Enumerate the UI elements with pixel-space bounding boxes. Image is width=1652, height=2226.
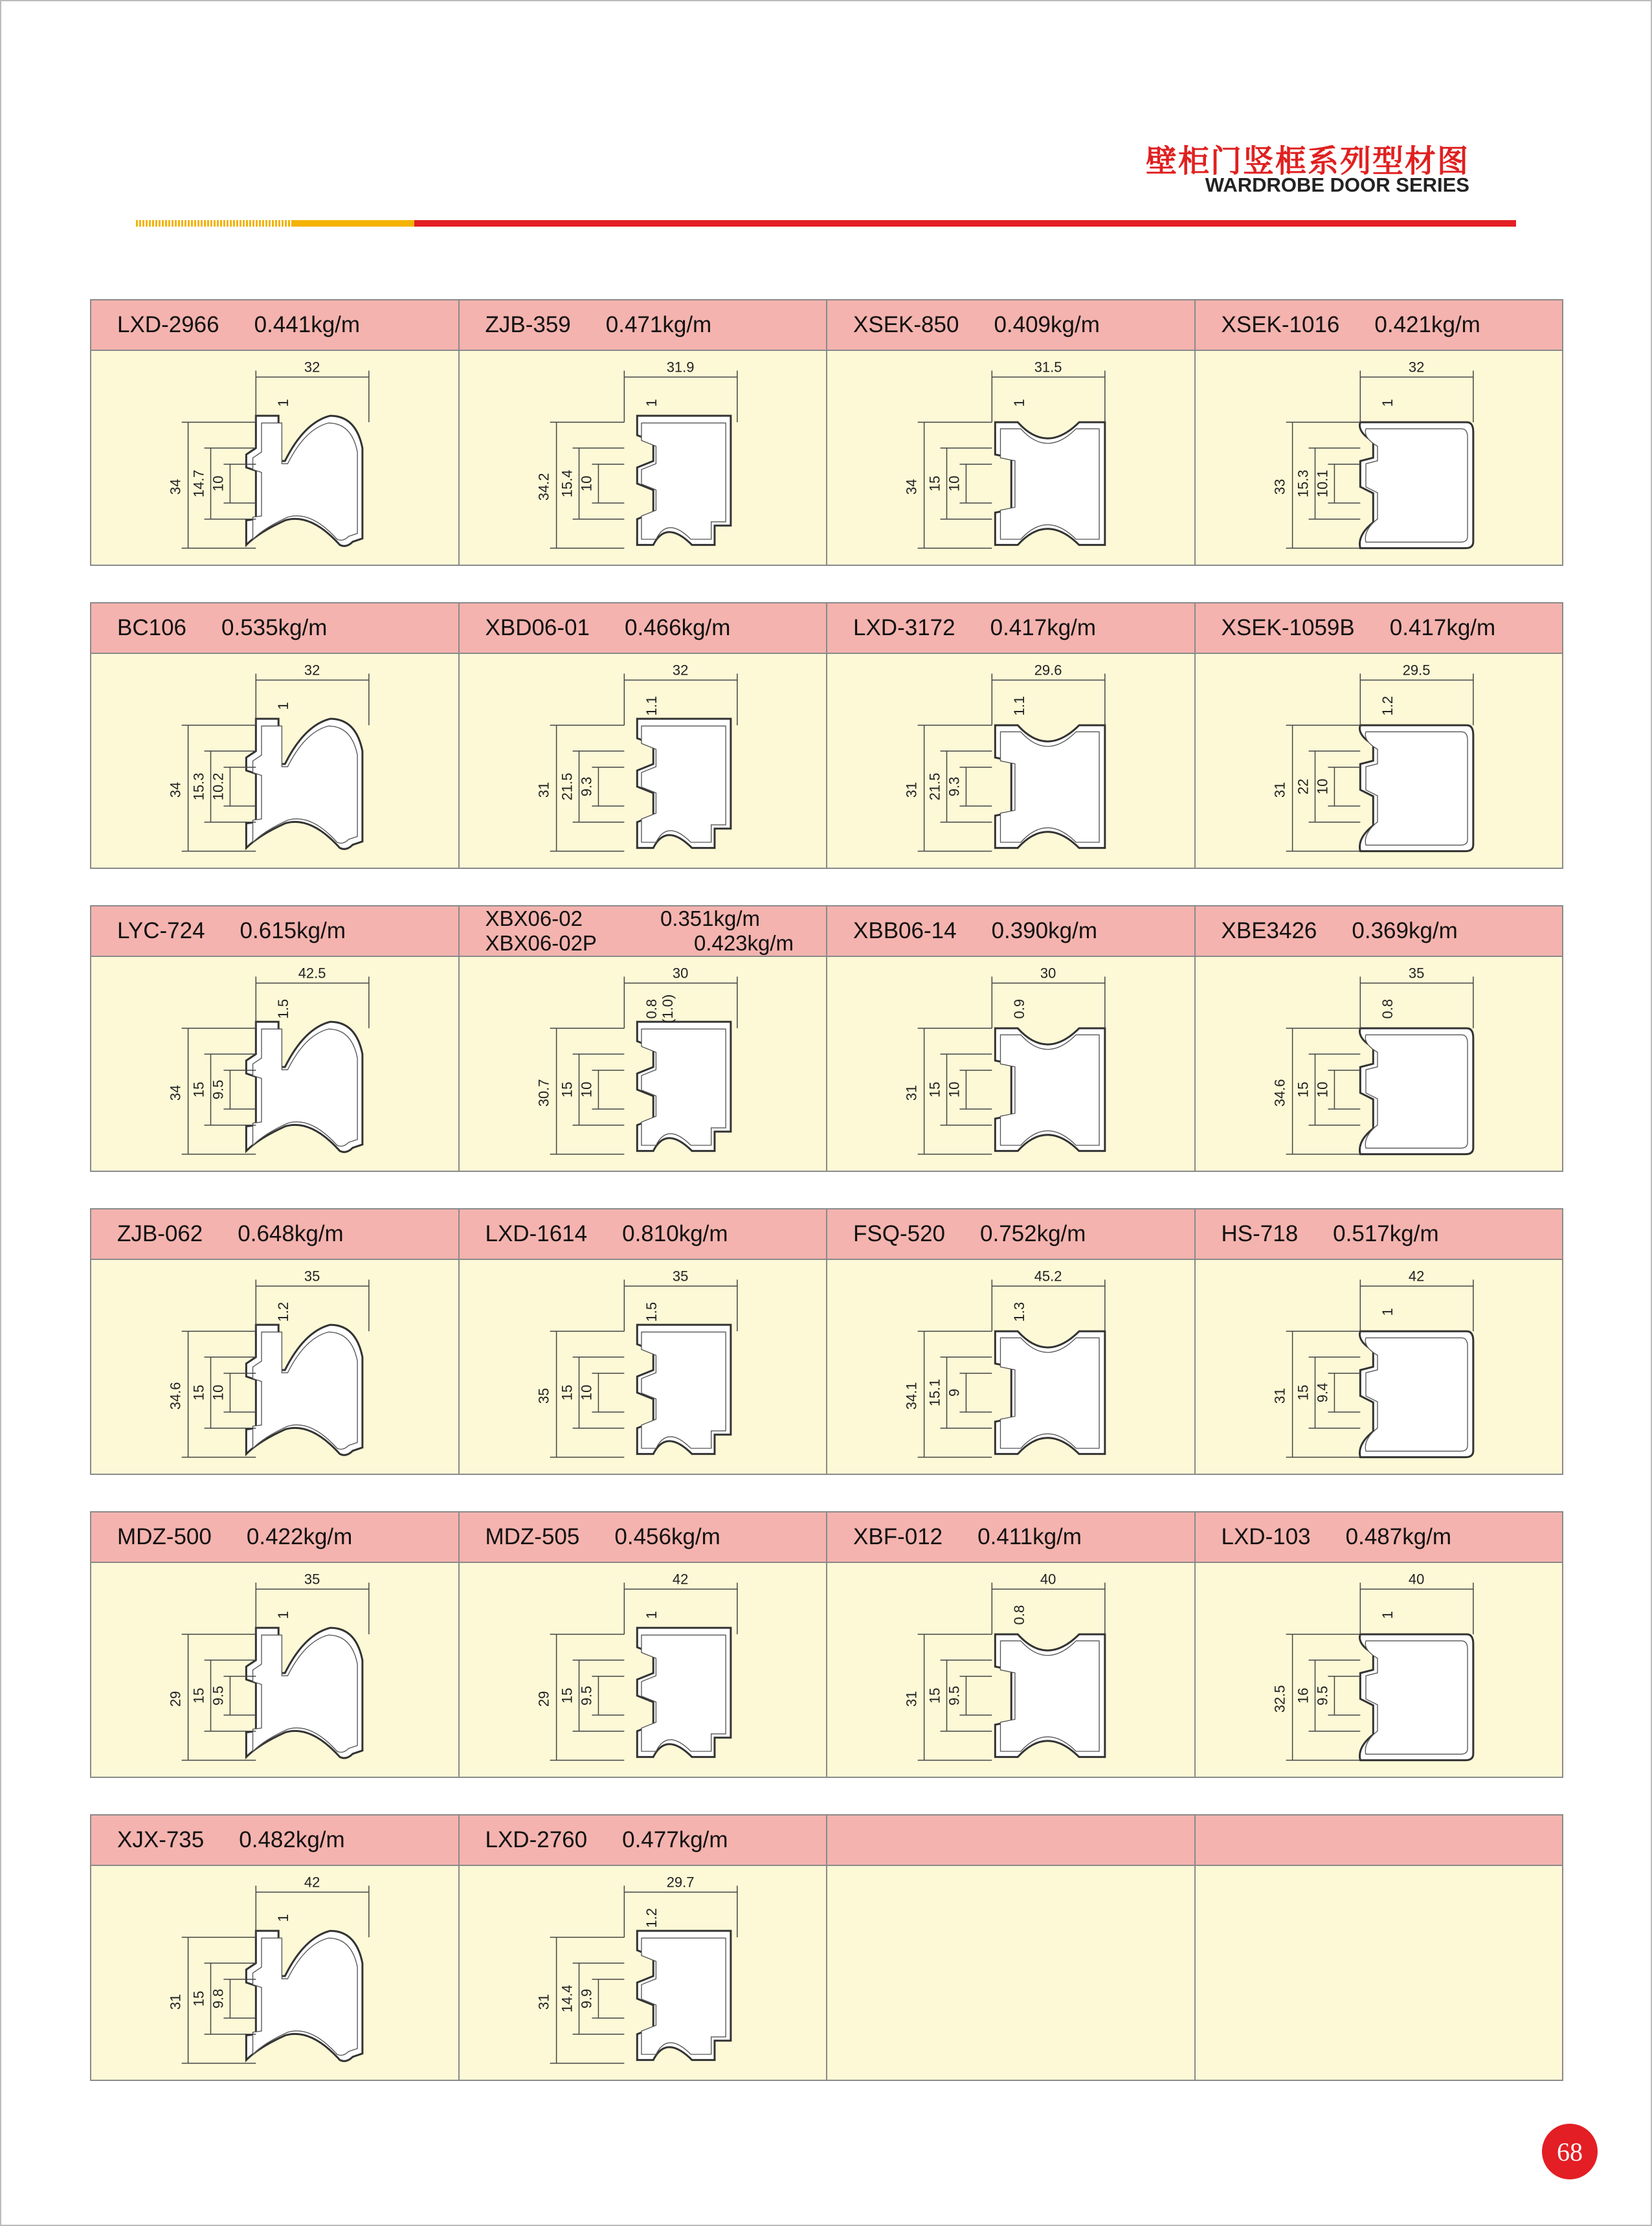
profile-code: XBB06-14 (853, 918, 957, 943)
profile-weight: 0.487kg/m (1345, 1524, 1452, 1549)
dimension-slot-label: 9.5 (946, 1685, 963, 1706)
page-title-en: WARDROBE DOOR SERIES (1205, 174, 1469, 196)
profile-cross-section-drawing (1196, 351, 1563, 565)
profile-header-cell (1196, 906, 1563, 956)
profile-code: MDZ-500 (117, 1524, 212, 1549)
dimension-slot-label: 10 (946, 1081, 963, 1098)
row-header (90, 1511, 1563, 1563)
dimension-wall-label: (1.0) (659, 994, 676, 1024)
dimension-height-label: 31 (535, 1994, 552, 2010)
profile-cross-section-drawing (91, 1866, 458, 2080)
dimension-wall-label: 0.9 (1011, 998, 1028, 1019)
dimension-height-label: 34.6 (167, 1382, 184, 1410)
dimension-wall-label: 1.2 (275, 1301, 292, 1322)
profile-code: XBX06-02P (485, 931, 597, 955)
row-body (90, 654, 1563, 869)
profile-drawing-cell (827, 1563, 1196, 1777)
profile-drawing-cell (827, 351, 1196, 565)
row-body (90, 351, 1563, 566)
dimension-height-label: 31 (903, 781, 920, 798)
dimension-height-label: 34.6 (1271, 1079, 1288, 1107)
dimension-height-label: 31 (167, 1994, 184, 2010)
profile-code: LYC-724 (117, 918, 205, 943)
profile-code: LXD-103 (1221, 1524, 1311, 1549)
dimension-wall-label: 1 (275, 1914, 292, 1922)
catalog-row (90, 905, 1563, 1172)
profile-code: XSEK-850 (853, 312, 959, 337)
profile-inner-wall (1000, 1338, 1099, 1448)
profile-inner-wall (641, 423, 725, 539)
profile-weight: 0.441kg/m (254, 312, 361, 337)
profile-weight: 0.417kg/m (990, 615, 1097, 640)
dimension-width-label: 42 (304, 1874, 320, 1891)
profile-header-cell (460, 1512, 828, 1562)
profile-drawing-cell (460, 957, 828, 1171)
profile-header-cell (827, 1512, 1196, 1562)
profile-weight: 0.477kg/m (622, 1827, 728, 1852)
dimension-width-label: 31.9 (666, 359, 694, 376)
dimension-slot-label: 10.1 (1313, 469, 1330, 498)
profile-inner-wall (641, 1029, 725, 1145)
profile-drawing-cell (1196, 1563, 1563, 1777)
profile-cross-section-drawing (827, 654, 1194, 868)
profile-inner-wall (1365, 1338, 1468, 1451)
profile-drawing-cell (91, 1563, 460, 1777)
dimension-width-label: 29.6 (1034, 662, 1062, 679)
profile-header-cell (827, 1816, 1196, 1865)
dimension-slot-label: 15 (1295, 1384, 1312, 1401)
header-rule-red (414, 220, 1516, 227)
profile-cross-section-drawing (827, 1260, 1194, 1474)
profile-cross-section-drawing (460, 1260, 827, 1474)
dimension-height-label: 34 (167, 1085, 184, 1101)
profile-header-cell (827, 300, 1196, 350)
dimension-height-label: 31 (903, 1085, 920, 1101)
profile-drawing-cell (91, 1866, 460, 2080)
dimension-width-label: 35 (672, 1268, 688, 1285)
profile-drawing-cell (91, 957, 460, 1171)
dimension-slot-label: 14.7 (190, 469, 207, 498)
profile-code: ZJB-062 (117, 1221, 203, 1246)
dimension-width-label: 29.7 (666, 1874, 694, 1891)
profile-inner-wall (1000, 1641, 1099, 1751)
dimension-slot-label: 9.5 (210, 1079, 227, 1100)
dimension-slot-label: 15 (926, 475, 943, 492)
dimension-slot-label: 15.1 (926, 1378, 943, 1407)
dimension-width-label: 35 (304, 1268, 320, 1285)
dimension-height-label: 34 (167, 781, 184, 798)
catalog-row (90, 1208, 1563, 1475)
dimension-width-label: 29.5 (1402, 662, 1430, 679)
row-body (90, 1866, 1563, 2081)
profile-drawing-cell (460, 1563, 828, 1777)
profile-cross-section-drawing (827, 1563, 1194, 1777)
dimension-wall-label: 1 (643, 1611, 660, 1619)
profile-inner-wall (1000, 429, 1099, 539)
profile-weight: 0.409kg/m (994, 312, 1100, 337)
dimension-width-label: 35 (304, 1571, 320, 1588)
dimension-height-label: 31 (1271, 1388, 1288, 1404)
dimension-slot-label: 9.3 (946, 776, 963, 797)
profile-header-cell (827, 1209, 1196, 1259)
dimension-slot-label: 14.4 (559, 1984, 575, 2013)
page-title-cn: 壁柜门竖框系列型材图 (1145, 143, 1469, 179)
dimension-width-label: 32 (304, 662, 320, 679)
profile-weight: 0.417kg/m (1389, 615, 1496, 640)
profile-inner-wall (1365, 732, 1468, 845)
dimension-slot-label: 9.8 (210, 1988, 227, 2009)
dimension-width-label: 40 (1408, 1571, 1424, 1588)
profile-weight: 0.648kg/m (238, 1221, 344, 1246)
profile-header-cell (1196, 603, 1563, 653)
catalog-row (90, 1511, 1563, 1778)
dimension-width-label: 32 (672, 662, 688, 679)
dimension-slot-label: 10 (577, 1384, 594, 1401)
dimension-slot-label: 9.4 (1313, 1382, 1330, 1403)
profile-inner-wall (641, 1635, 725, 1751)
profile-weight: 0.615kg/m (240, 918, 346, 943)
dimension-slot-label: 15.4 (559, 469, 575, 498)
dimension-height-label: 34 (167, 478, 184, 495)
dimension-slot-label: 9.3 (577, 776, 594, 797)
profile-cross-section-drawing (91, 1563, 458, 1777)
profile-code: XBE3426 (1221, 918, 1317, 943)
dimension-slot-label: 10 (1313, 1081, 1330, 1098)
row-header (90, 1814, 1563, 1866)
dimension-wall-label: 0.8 (1379, 998, 1396, 1019)
dimension-wall-label: 1 (1011, 399, 1028, 407)
profile-inner-wall (641, 1938, 725, 2054)
profile-inner-wall (1365, 1641, 1468, 1754)
dimension-width-label: 30 (672, 965, 688, 982)
profile-code: XBD06-01 (485, 615, 590, 640)
profile-cross-section-drawing (91, 1260, 458, 1474)
dimension-slot-label: 10 (1313, 778, 1330, 795)
profile-inner-wall (641, 1332, 725, 1448)
profile-inner-wall (1000, 732, 1099, 842)
row-body (90, 1563, 1563, 1778)
profile-inner-wall (253, 1029, 358, 1146)
profile-code: LXD-2966 (117, 312, 219, 337)
profile-cross-section-drawing (1196, 1260, 1563, 1474)
profile-drawing-cell (1196, 351, 1563, 565)
profile-header-cell (91, 1816, 460, 1865)
profile-inner-wall (253, 1332, 358, 1449)
profile-drawing-cell (91, 654, 460, 868)
dimension-wall-label: 1 (275, 702, 292, 710)
profile-drawing-cell (460, 351, 828, 565)
dimension-slot-label: 22 (1295, 778, 1312, 795)
profile-weight: 0.517kg/m (1333, 1221, 1439, 1246)
dimension-wall-label: 1.3 (1011, 1301, 1028, 1322)
row-header (90, 1208, 1563, 1260)
profile-weight: 0.421kg/m (1374, 312, 1480, 337)
dimension-height-label: 33 (1271, 478, 1288, 495)
profile-header-cell (91, 1512, 460, 1562)
dimension-slot-label: 15 (926, 1081, 943, 1098)
profile-header-cell (91, 603, 460, 653)
profile-weight: 0.810kg/m (622, 1221, 728, 1246)
profile-code: XSEK-1016 (1221, 312, 1340, 337)
dimension-slot-label: 15 (559, 1687, 575, 1704)
profile-cross-section-drawing (91, 654, 458, 868)
profile-code: MDZ-505 (485, 1524, 580, 1549)
dimension-wall-label: 1 (1379, 1308, 1396, 1316)
catalog-row (90, 602, 1563, 869)
profile-inner-wall (1365, 1035, 1468, 1148)
profile-drawing-cell (827, 1260, 1196, 1474)
profile-code: XBF-012 (853, 1524, 943, 1549)
profile-drawing-cell (1196, 1866, 1563, 2080)
dimension-slot-label: 9.9 (577, 1988, 594, 2009)
profile-cross-section-drawing (460, 1563, 827, 1777)
profile-inner-wall (253, 726, 358, 843)
row-header (90, 299, 1563, 351)
profile-code: XSEK-1059B (1221, 615, 1355, 640)
dimension-height-label: 31 (1271, 781, 1288, 798)
dimension-height-label: 31 (535, 781, 552, 798)
dimension-slot-label: 15 (190, 1687, 207, 1704)
profile-header-cell (460, 906, 828, 956)
dimension-wall-label: 1 (275, 399, 292, 407)
profile-weight: 0.390kg/m (991, 918, 1097, 943)
dimension-slot-label: 15.3 (190, 772, 207, 801)
dimension-slot-label: 10 (946, 475, 963, 492)
profile-weight: 0.351kg/m (660, 906, 761, 930)
profile-cross-section-drawing (827, 957, 1194, 1171)
dimension-width-label: 40 (1040, 1571, 1056, 1588)
profile-weight: 0.422kg/m (246, 1524, 353, 1549)
profile-cross-section-drawing (1196, 957, 1563, 1171)
dimension-height-label: 30.7 (535, 1079, 552, 1107)
page-number-badge: 68 (1542, 2124, 1598, 2179)
profile-cross-section-drawing (827, 351, 1194, 565)
profile-header-cell (91, 1209, 460, 1259)
profile-drawing-cell (827, 1866, 1196, 2080)
dimension-slot-label: 15 (190, 1081, 207, 1098)
row-body (90, 957, 1563, 1172)
row-header (90, 905, 1563, 957)
dimension-slot-label: 15 (559, 1384, 575, 1401)
profile-weight: 0.482kg/m (239, 1827, 345, 1852)
dimension-wall-label: 1.2 (643, 1907, 660, 1928)
dimension-wall-label: 0.8 (1011, 1604, 1028, 1625)
dimension-slot-label: 9.5 (210, 1685, 227, 1706)
profile-weight: 0.752kg/m (980, 1221, 1086, 1246)
dimension-slot-label: 15 (190, 1990, 207, 2007)
profile-cross-section-drawing (1196, 1563, 1563, 1777)
dimension-width-label: 35 (1408, 965, 1424, 982)
dimension-slot-label: 15 (190, 1384, 207, 1401)
profile-drawing-cell (460, 1260, 828, 1474)
profile-cross-section-drawing (460, 351, 827, 565)
profile-header-cell (1196, 1209, 1563, 1259)
dimension-slot-label: 16 (1295, 1687, 1312, 1704)
profile-code: LXD-2760 (485, 1827, 588, 1852)
profile-code: XBX06-02 (485, 906, 583, 930)
profile-weight: 0.411kg/m (977, 1524, 1082, 1549)
dimension-height-label: 29 (535, 1691, 552, 1707)
profile-header-cell (1196, 1816, 1563, 1865)
dimension-width-label: 45.2 (1034, 1268, 1062, 1285)
profile-drawing-cell (91, 351, 460, 565)
profile-header-cell (460, 603, 828, 653)
profile-code: XJX-735 (117, 1827, 205, 1852)
dimension-width-label: 32 (304, 359, 320, 376)
profile-weight: 0.423kg/m (693, 931, 794, 955)
dimension-slot-label: 10 (210, 475, 227, 492)
profile-code: LXD-1614 (485, 1221, 588, 1246)
profile-header-cell (91, 300, 460, 350)
dimension-height-label: 34 (903, 478, 920, 495)
profile-code: ZJB-359 (485, 312, 571, 337)
dimension-wall-label: 1 (1379, 1611, 1396, 1619)
profile-inner-wall (1365, 429, 1468, 542)
dimension-slot-label: 21.5 (926, 772, 943, 801)
profile-code: HS-718 (1221, 1221, 1299, 1246)
profile-cross-section-drawing (460, 957, 827, 1171)
profile-weight: 0.471kg/m (605, 312, 712, 337)
profile-weight: 0.535kg/m (221, 615, 328, 640)
profile-inner-wall (253, 423, 358, 540)
dimension-slot-label: 9.5 (577, 1685, 594, 1706)
catalog-row (90, 299, 1563, 566)
profile-cross-section-drawing (460, 1866, 827, 2080)
dimension-height-label: 34.1 (903, 1382, 920, 1410)
profile-header-cell (1196, 1512, 1563, 1562)
dimension-slot-label: 15.3 (1295, 469, 1312, 498)
dimension-wall-label: 0.8 (643, 998, 660, 1019)
header-rule-orange (291, 220, 414, 227)
profile-code: BC106 (117, 615, 187, 640)
dimension-slot-label: 10 (577, 1081, 594, 1098)
dimension-wall-label: 1 (1379, 399, 1396, 407)
dimension-width-label: 42.5 (298, 965, 326, 982)
dimension-height-label: 31 (903, 1691, 920, 1707)
dimension-width-label: 30 (1040, 965, 1056, 982)
dimension-height-label: 34.2 (535, 473, 552, 501)
dimension-wall-label: 1.5 (643, 1301, 660, 1322)
dimension-slot-label: 21.5 (559, 772, 575, 801)
catalog-row (90, 1814, 1563, 2081)
dimension-slot-label: 9.5 (1313, 1685, 1330, 1706)
dimension-wall-label: 1.1 (1011, 695, 1028, 716)
profile-inner-wall (253, 1635, 358, 1752)
profile-code: LXD-3172 (853, 615, 955, 640)
profile-header-cell (91, 906, 460, 956)
dimension-slot-label: 15 (1295, 1081, 1312, 1098)
profile-header-cell (460, 300, 828, 350)
row-body (90, 1260, 1563, 1475)
dimension-slot-label: 9 (946, 1388, 963, 1397)
dimension-slot-label: 10 (577, 475, 594, 492)
dimension-width-label: 32 (1408, 359, 1424, 376)
dimension-height-label: 35 (535, 1388, 552, 1404)
profile-drawing-cell (1196, 1260, 1563, 1474)
profile-weight: 0.456kg/m (614, 1524, 720, 1549)
dimension-slot-label: 15 (926, 1687, 943, 1704)
dimension-slot-label: 10 (210, 1384, 227, 1401)
dimension-wall-label: 1 (275, 1611, 292, 1619)
dimension-height-label: 32.5 (1271, 1685, 1288, 1713)
row-header (90, 602, 1563, 654)
dimension-wall-label: 1.2 (1379, 695, 1396, 716)
dimension-width-label: 42 (672, 1571, 688, 1588)
profile-cross-section-drawing (1196, 654, 1563, 868)
profile-drawing-cell (827, 654, 1196, 868)
profile-drawing-cell (1196, 654, 1563, 868)
profile-cross-section-drawing (460, 654, 827, 868)
dimension-wall-label: 1.5 (275, 998, 292, 1019)
dimension-width-label: 31.5 (1034, 359, 1062, 376)
dimension-slot-label: 10.2 (210, 772, 227, 801)
dimension-wall-label: 1 (643, 399, 660, 407)
dimension-width-label: 42 (1408, 1268, 1424, 1285)
profile-drawing-cell (460, 654, 828, 868)
profile-header-cell (460, 1816, 828, 1865)
dimension-height-label: 29 (167, 1691, 184, 1707)
profile-weight: 0.466kg/m (624, 615, 731, 640)
profile-drawing-cell (91, 1260, 460, 1474)
profile-inner-wall (641, 726, 725, 842)
profile-cross-section-drawing (91, 351, 458, 565)
dimension-slot-label: 15 (559, 1081, 575, 1098)
profile-header-cell (827, 603, 1196, 653)
profile-drawing-cell (460, 1866, 828, 2080)
profile-drawing-cell (1196, 957, 1563, 1171)
profile-cross-section-drawing (91, 957, 458, 1171)
profile-code: FSQ-520 (853, 1221, 945, 1246)
profile-inner-wall (1000, 1035, 1099, 1145)
profile-header-cell (827, 906, 1196, 956)
profile-drawing-cell (827, 957, 1196, 1171)
profile-inner-wall (253, 1938, 358, 2055)
profile-header-cell (460, 1209, 828, 1259)
profile-weight: 0.369kg/m (1352, 918, 1458, 943)
profile-header-cell (1196, 300, 1563, 350)
profile-catalog-grid (90, 299, 1563, 2117)
dimension-wall-label: 1.1 (643, 695, 660, 716)
